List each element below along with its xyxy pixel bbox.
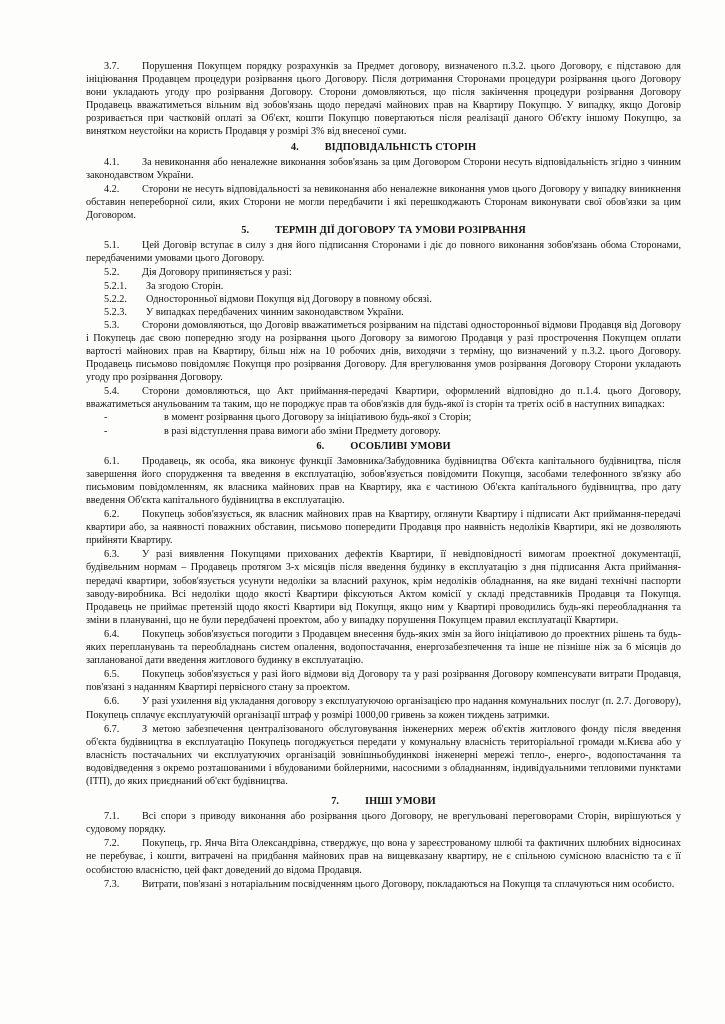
clause-number: 5.1.: [104, 240, 120, 252]
clause-6-3: [86, 548, 681, 627]
clause-5-3: [86, 319, 681, 384]
clause-text: Покупець зобов'язується у разі його відмови від Договору та у разі розірвання Договору компенсувати витрати Продавця, пов'язані з наданням Квартирі первісного стану за проектом.: [86, 669, 681, 694]
section-4-heading: [86, 141, 681, 154]
clause-3-7: [86, 60, 681, 139]
clause-text: Всі спори з приводу виконання або розірвання цього Договору, не врегульовані переговорами Сторін, вирішуються у судовому порядку.: [86, 811, 681, 836]
clause-5-2-1: [86, 280, 681, 293]
clause-4-2: [86, 183, 681, 222]
list-item-text: в момент розірвання цього Договору за ініціативою будь-якої з Сторін;: [164, 412, 472, 424]
clause-text: Покупець зобов'язується, як власник майнових прав на Квартиру, оглянути Квартиру і підписати Акт приймання-передачі квартири або, за наявності поважних обставин, письмово попередити Продавця про наявність недоліків Квартири, які не дозволяють прийняти Квартиру.: [86, 509, 681, 547]
clause-number: 5.2.3.: [104, 306, 127, 318]
clause-text: Витрати, пов'язані з нотаріальним посвідченням цього Договору, покладаються на Покупця та сплачуються ним особисто.: [142, 878, 675, 890]
clause-text: У випадках передбачених чинним законодавством України.: [146, 306, 404, 318]
section-title: ТЕРМІН ДІЇ ДОГОВОРУ ТА УМОВИ РОЗІРВАННЯ: [275, 225, 526, 237]
clause-text: Сторони не несуть відповідальності за невиконання або неналежне виконання умов цього Договору у випадку виникнення обставин непереборної сили, яких Сторони не могли передбачити і які перешкоджають Сторонам виконувати свої обов'язки за цим Договором.: [86, 183, 681, 222]
clause-text: Сторони домовляються, що Акт приймання-передачі Квартири, оформлений відповідно до п.1.4. цього Договору, вважатиметься анульованим та таким, що не породжує прав та обов'язків для будь-якої із сторін та третіх осіб в наступних випадках:: [86, 386, 681, 411]
clause-text: Порушення Покупцем порядку розрахунків за Предмет договору, визначеного п.3.2. цього Договору, є підставою для ініціювання Продавцем процедури розірвання цього Договору. Після дотримання Сторонами процедури розірвання цього Договору вони укладають угоду про розірвання Договору. Сторони домовляються, що після закінчення процедури розірвання Договору Продавець вважатиметься вільним від зобов'язань щодо передачі майнових прав на Квартиру Покупцю. У випадку, якщо Договір розривається при частковій оплаті за Об'єкт, кошти Покупцю повертаються після реалізації даного Об'єкту іншому Покупцю, за винятком неустойки на користь Продавця у розмірі 3% від внесеної суми.: [86, 61, 681, 138]
section-title: ВІДПОВІДАЛЬНІСТЬ СТОРІН: [324, 141, 477, 153]
clause-number: 6.4.: [104, 628, 120, 640]
clause-text: Сторони домовляються, що Договір вважатиметься розірваним на підставі односторонньої відмови Продавця від Договору і Покупець дає свою попередню згоду на розірвання цього Договору за вимогою Продавця у разі прострочення Покупцем оплати вартості майнових прав на Квартиру, більш ніж на 10 робочих днів, виходячи з терміну, що визначений у п.3.2. цього Договору. Продавець письмово повідомляє Покупця про розірвання Договору. Для врегулювання умов розірвання Договору Сторони укладають угоду про розірвання Договору.: [86, 319, 681, 384]
list-item-dash-2: [86, 425, 681, 438]
clause-text: З метою забезпечення централізованого обслуговування інженерних мереж об'єктів житлового фонду після введення об'єкта будівництва в експлуатацію Покупець погоджується передати у комунальну власність територіальної громади м.Києва або у власність постачальних чи експлуатуючих організацій зовнішньобудинкові інженерні мережі тепло-, енерго-, водопостачання та водовідведення з окремо розташованими і вбудованими бойлерними, насосними з обладнанням, індивідуальними тепловими пунктами (ІТП), до яких приєднаний об'єкт будівництва.: [86, 723, 681, 787]
section-number: 6.: [316, 440, 325, 452]
clause-7-2: [86, 837, 681, 876]
section-7-heading: [86, 795, 681, 808]
section-number: 7.: [331, 796, 340, 808]
clause-text: Покупець, гр. Янча Віта Олександрівна, стверджує, що вона у зареєстрованому шлюбі та фактичних шлюбних відносинах не перебуває, і кошти, витрачені на придбання майнових прав на вищевказану квартиру, не є спільною сумісною власністю та є її особистою власністю, цей факт доведений до відома Продавця.: [86, 838, 681, 876]
section-5-heading: [86, 224, 681, 237]
clause-number: 7.2.: [104, 838, 120, 850]
clause-text: За згодою Сторін.: [146, 280, 224, 292]
clause-number: 6.6.: [104, 696, 120, 708]
section-title: ОСОБЛИВІ УМОВИ: [350, 440, 451, 452]
clause-number: 6.3.: [104, 549, 120, 561]
list-item-text: в разі відступлення права вимоги або зміни Предмету договору.: [164, 425, 441, 437]
clause-7-3: [86, 878, 681, 891]
dash-marker: -: [104, 425, 108, 437]
clause-number: 5.3.: [104, 319, 120, 331]
clause-5-2-3: [86, 306, 681, 319]
clause-number: 5.2.: [104, 267, 120, 279]
clause-text: Цей Договір вступає в силу з дня його підписання Сторонами і діє до повного виконання зобов'язань обома Сторонами, передбаченими умовами цього Договору.: [86, 240, 681, 265]
clause-text: Дія Договору припиняється у разі:: [142, 267, 292, 279]
dash-marker: -: [104, 412, 108, 424]
clause-text: За невиконання або неналежне виконання зобов'язань за цим Договором Сторони несуть відповідальність згідно з чинним законодавством України.: [86, 156, 681, 181]
section-6-heading: [86, 440, 681, 453]
clause-text: Продавець, як особа, яка виконує функції Замовника/Забудовника будівництва Об'єкта капітального будівництва, після завершення його спорудження та введення в експлуатацію, зобов'язується повідомити Покупця, засобами телефонного зв'язку або письмовим повідомленням, як власника майнових прав на Квартиру, яка є частиною Об'єкта капітального будівництва, про дату введення Об'єкта капітального будівництва в експлуатацію.: [86, 455, 681, 506]
clause-number: 3.7.: [104, 61, 120, 72]
clause-6-6: [86, 695, 681, 721]
clause-number: 6.2.: [104, 509, 120, 521]
clause-5-4: [86, 385, 681, 411]
clause-4-1: [86, 156, 681, 182]
clause-6-4: [86, 628, 681, 667]
clause-number: 6.5.: [104, 669, 120, 681]
clause-number: 5.2.1.: [104, 280, 127, 292]
clause-6-2: [86, 508, 681, 547]
clause-number: 7.3.: [104, 878, 120, 890]
clause-number: 6.1.: [104, 455, 120, 467]
clause-5-2: [86, 266, 681, 279]
clause-number: 4.2.: [104, 183, 120, 195]
clause-number: 7.1.: [104, 811, 120, 823]
clause-5-1: [86, 239, 681, 265]
section-title: ІНШІ УМОВИ: [365, 796, 436, 808]
clause-text: У разі ухилення від укладання договору з експлуатуючою організацією про надання комунальних послуг (п. 2.7. Договору), Покупець сплачує експлуатуючій організації штраф у розмірі 1000,00 гривень за кожен тиждень затримки.: [86, 696, 681, 721]
clause-6-1: [86, 455, 681, 507]
list-item-dash-1: [86, 411, 681, 424]
clause-text: Односторонньої відмови Покупця від Договору в повному обсязі.: [146, 293, 432, 305]
clause-7-1: [86, 810, 681, 836]
clause-number: 5.2.2.: [104, 293, 127, 305]
section-number: 5.: [241, 225, 250, 237]
clause-number: 5.4.: [104, 386, 120, 398]
clause-text: Покупець зобов'язується погодити з Продавцем внесення будь-яких змін за його ініціативою до проектних рішень та будь-яких перепланувань та переобладнань систем опалення, водопостачання, енергозабезпечення та інше не пізніше ніж за 6 місяців до запланованої дати введення житлового будинку в експлуатацію.: [86, 628, 681, 667]
clause-6-5: [86, 668, 681, 694]
clause-6-7: [86, 723, 681, 788]
clause-number: 4.1.: [104, 156, 120, 168]
clause-text: У разі виявлення Покупцями прихованих дефектів Квартири, її невідповідності вимогам проектної документації, будівельним нормам – Продавець протягом 3-х місяців після введення будинку в експлуатацію з дня підписання Акта приймання-передачі квартири, зобов'язується усунути недоліки за власний рахунок, крім недоліків обладнання, на яке видані технічні паспорти заводу-виробника. Всі недоліки щодо якості Квартири фіксуються Актом комісії у складі представників Продавця та Покупця. Продавець не приймає претензій щодо якості Квартири від Покупця, якщо ним у Квартирі проводились будь-які переобладнання та зміни в плануванні, що не були передбачені проектом, або у випадку порушення Покупцем правил експлуатації Квартири.: [86, 549, 681, 626]
clause-5-2-2: [86, 293, 681, 306]
clause-number: 6.7.: [104, 723, 120, 735]
section-number: 4.: [290, 141, 299, 153]
